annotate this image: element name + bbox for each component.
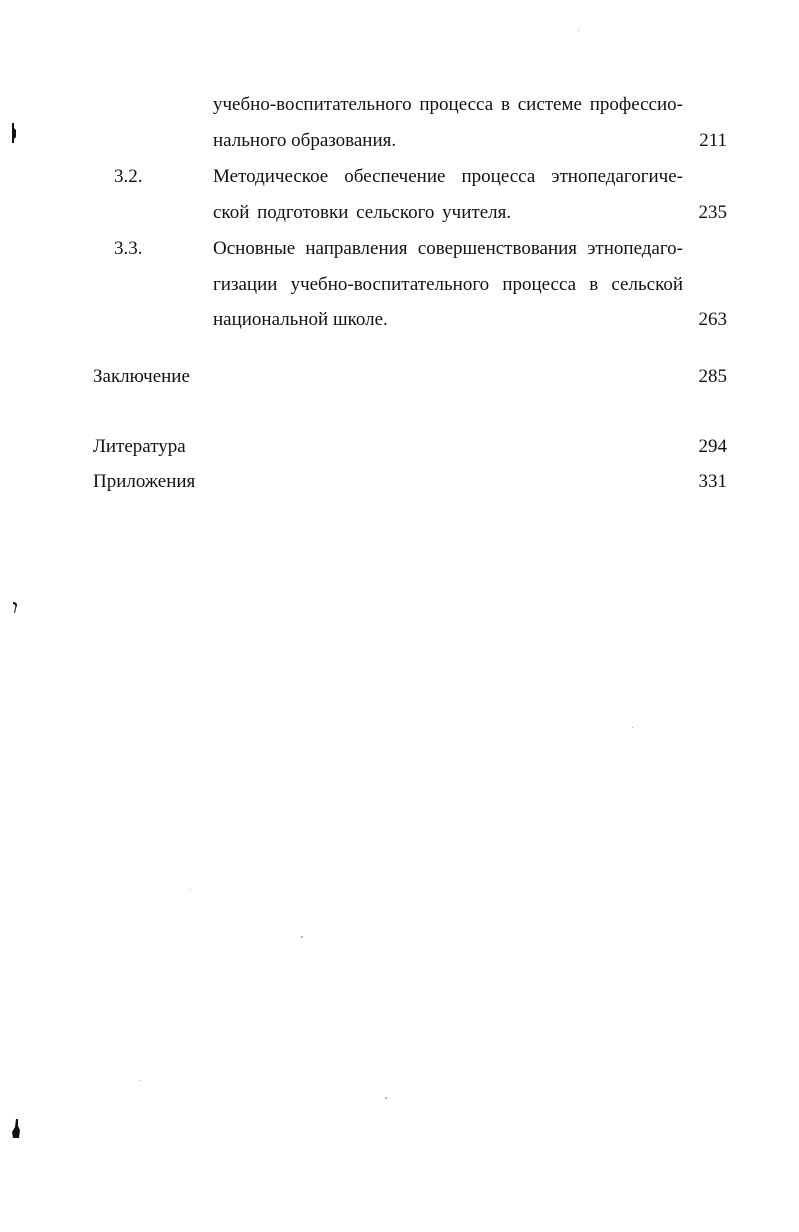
toc-entry-1-page: 211 [699, 130, 727, 151]
toc-entry-1-line-2: нального образования. [213, 130, 397, 151]
scan-speck [578, 30, 579, 31]
scan-speck [301, 936, 303, 938]
scan-speck [140, 1080, 141, 1081]
scan-speck [190, 889, 191, 890]
toc-entry-3-line-1: Основные направления совершенствования этнопедаго- [213, 238, 683, 259]
toc-appendices-label: Приложения [93, 471, 196, 492]
scan-speck [632, 727, 633, 728]
toc-entry-3-number: 3.3. [114, 238, 143, 259]
toc-appendices-page: 331 [698, 471, 727, 492]
toc-entry-2-page: 235 [698, 202, 727, 223]
toc-entry-1-line-1: учебно-воспитательного процесса в системе профессио- [213, 94, 683, 115]
scan-mark-bottom [11, 1118, 21, 1140]
toc-conclusion-label: Заключение [93, 366, 190, 387]
toc-literature-page: 294 [698, 436, 727, 457]
toc-entry-2-line-2: ской подготовки сельского учителя. [213, 202, 512, 223]
toc-entry-2-line-1: Методическое обеспечение процесса этнопедагогиче- [213, 166, 683, 187]
toc-entry-2-number: 3.2. [114, 166, 143, 187]
toc-conclusion-page: 285 [698, 366, 727, 387]
toc-literature-label: Литература [93, 436, 186, 457]
toc-entry-3-line-2: гизации учебно-воспитательного процесса в сельской [213, 274, 683, 295]
toc-entry-3-page: 263 [698, 309, 727, 330]
toc-entry-3-line-3: национальной школе. [213, 309, 388, 330]
scan-mark-middle [12, 601, 19, 615]
scan-speck [385, 1097, 387, 1099]
scan-mark-top [9, 122, 17, 144]
